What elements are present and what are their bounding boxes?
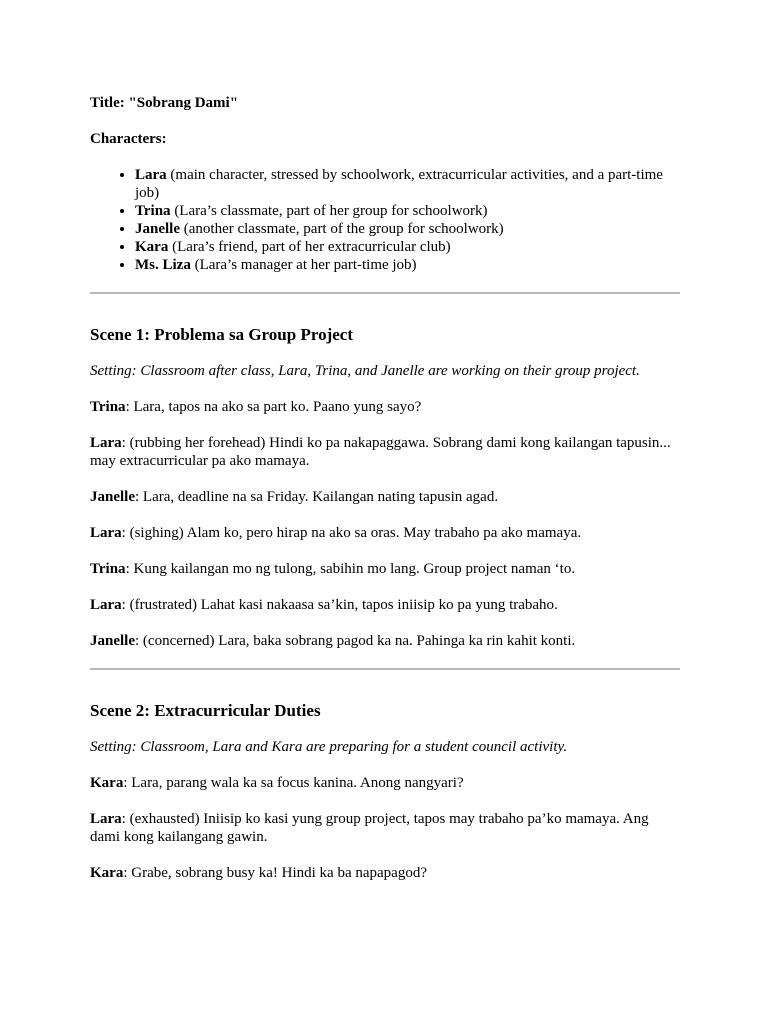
dialogue-text: : Grabe, sobrang busy ka! Hindi ka ba napapagod? [123, 865, 427, 881]
document-body [90, 94, 680, 900]
speaker-name: Trina [90, 561, 126, 577]
character-name: Kara [135, 239, 169, 255]
character-description: (Lara’s friend, part of her extracurricular club) [168, 239, 451, 255]
speaker-name: Lara [90, 525, 122, 541]
dialogue-line [90, 398, 680, 416]
character-item [135, 256, 680, 274]
scene-2-setting: Setting: Classroom, Lara and Kara are preparing for a student council activity. [90, 739, 568, 755]
dialogue-line [90, 864, 680, 882]
speaker-name: Kara [90, 775, 124, 791]
character-name: Lara [135, 167, 167, 183]
character-item [135, 166, 680, 202]
dialogue-line [90, 488, 680, 506]
scene-2-heading: Scene 2: Extracurricular Duties [90, 701, 321, 720]
characters-label: Characters: [90, 131, 167, 147]
speaker-name: Lara [90, 435, 122, 451]
dialogue-line [90, 632, 680, 650]
dialogue-line [90, 596, 680, 614]
speaker-name: Janelle [90, 633, 135, 649]
dialogue-text: : (concerned) Lara, baka sobrang pagod ka na. Pahinga ka rin kahit konti. [135, 633, 576, 649]
dialogue-text: : (sighing) Alam ko, pero hirap na ako sa oras. May trabaho pa ako mamaya. [121, 525, 582, 541]
character-description: (Lara’s classmate, part of her group for schoolwork) [170, 203, 488, 219]
dialogue-line [90, 524, 680, 542]
section-divider [90, 292, 680, 294]
dialogue-line [90, 434, 680, 470]
dialogue-text: : Lara, deadline na sa Friday. Kailangan nating tapusin agad. [135, 489, 499, 505]
scene-1-setting: Setting: Classroom after class, Lara, Trina, and Janelle are working on their group project. [90, 363, 640, 379]
dialogue-text: : Lara, tapos na ako sa part ko. Paano yung sayo? [125, 399, 422, 415]
dialogue-text: : (exhausted) Iniisip ko kasi yung group project, tapos may trabaho pa’ko mamaya. Ang dami kong kailangang gawin. [90, 811, 649, 845]
character-description: (another classmate, part of the group for schoolwork) [180, 221, 504, 237]
character-item [135, 220, 680, 238]
dialogue-line [90, 560, 680, 578]
speaker-name: Lara [90, 597, 122, 613]
dialogue-text: : Lara, parang wala ka sa focus kanina. Anong nangyari? [123, 775, 464, 791]
dialogue-line [90, 810, 680, 846]
character-description: (main character, stressed by schoolwork, extracurricular activities, and a part-time job) [135, 167, 663, 201]
dialogue-text: : Kung kailangan mo ng tulong, sabihin mo lang. Group project naman ‘to. [125, 561, 576, 577]
dialogue-text: : (frustrated) Lahat kasi nakaasa sa’kin, tapos iniisip ko pa yung trabaho. [121, 597, 558, 613]
character-description: (Lara’s manager at her part-time job) [190, 257, 417, 273]
speaker-name: Trina [90, 399, 126, 415]
section-divider [90, 668, 680, 670]
speaker-name: Janelle [90, 489, 135, 505]
character-name: Trina [135, 203, 171, 219]
document-title: Title: "Sobrang Dami" [90, 95, 239, 111]
dialogue-text: : (rubbing her forehead) Hindi ko pa nakapaggawa. Sobrang dami kong kailangan tapusin... may extracurricular pa ako mamaya. [90, 435, 671, 469]
character-item [135, 238, 680, 256]
dialogue-line [90, 774, 680, 792]
character-name: Ms. Liza [135, 257, 191, 273]
speaker-name: Kara [90, 865, 124, 881]
speaker-name: Lara [90, 811, 122, 827]
character-item [135, 202, 680, 220]
character-name: Janelle [135, 221, 180, 237]
scene-1-heading: Scene 1: Problema sa Group Project [90, 325, 353, 344]
characters-list [90, 166, 680, 274]
